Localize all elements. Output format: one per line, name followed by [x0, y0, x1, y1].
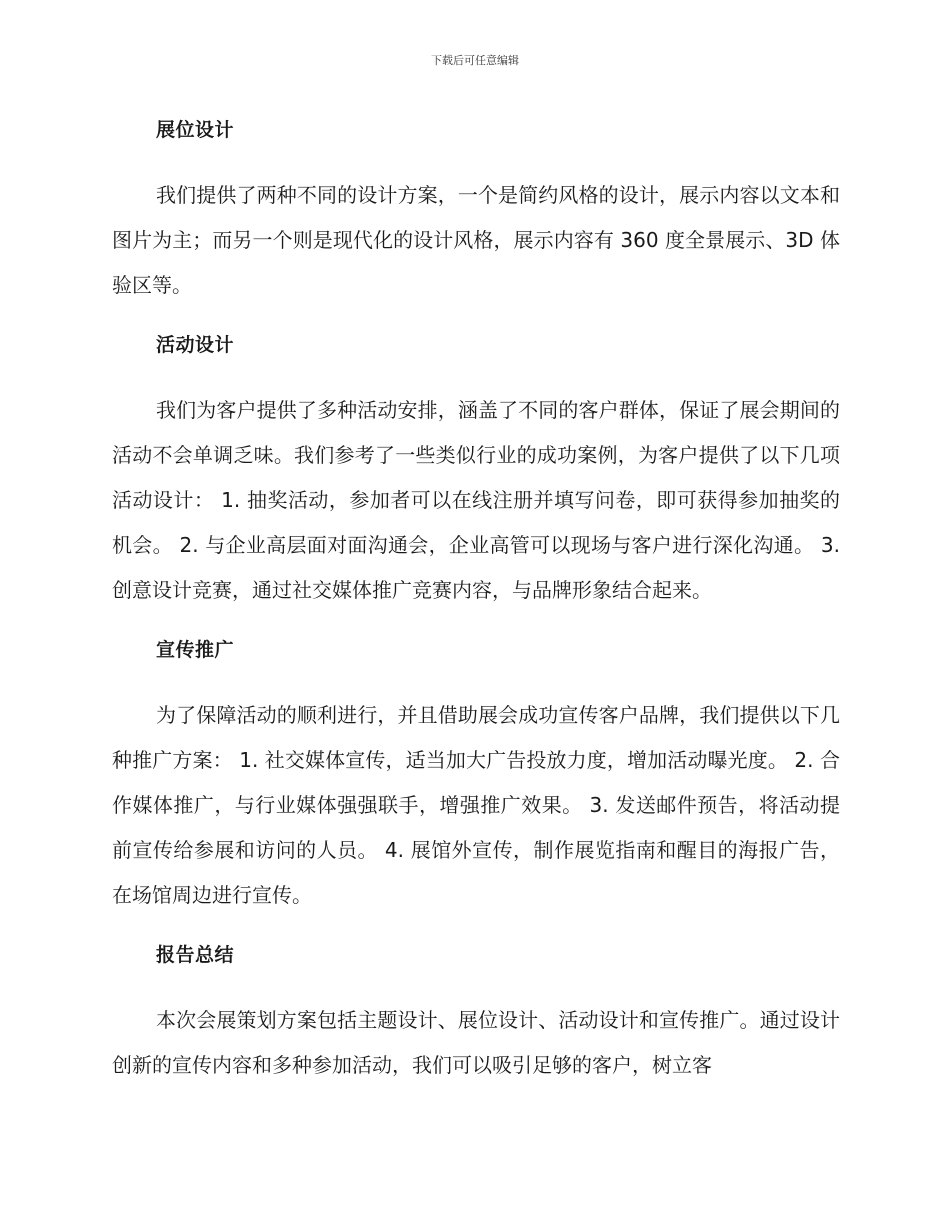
section-heading-booth-design: 展位设计 — [156, 119, 235, 141]
document-body — [112, 110, 840, 1088]
section-paragraph-activity-design: 我们为客户提供了多种活动安排，涵盖了不同的客户群体，保证了展会期间的活动不会单调乏味。我们参考了一些类似行业的成功案例，为客户提供了以下几项活动设计： 1. 抽奖活动，参加者可以在线注册并填写问卷，即可获得参加抽奖的机会。 2. 与企业高层面对面沟通会，企业高管可以现场与客户进行深化沟通。 3. 创意设计竞赛，通过社交媒体推广竞赛内容，与品牌形象结合起来。 — [112, 398, 840, 602]
section-heading-activity-design: 活动设计 — [156, 334, 235, 356]
section-paragraph-report-summary: 本次会展策划方案包括主题设计、展位设计、活动设计和宣传推广。通过设计创新的宣传内容和多种参加活动，我们可以吸引足够的客户，树立客 — [112, 1008, 840, 1077]
section-paragraph-booth-design: 我们提供了两种不同的设计方案，一个是简约风格的设计，展示内容以文本和图片为主；而另一个则是现代化的设计风格，展示内容有 360 度全景展示、3D 体验区等。 — [112, 183, 840, 297]
section-paragraph-promotion: 为了保障活动的顺利进行，并且借助展会成功宣传客户品牌，我们提供以下几种推广方案： 1. 社交媒体宣传，适当加大广告投放力度，增加活动曝光度。 2. 合作媒体推广，与行业媒体强强联手，增强推广效果。 3. 发送邮件预告，将活动提前宣传给参展和访问的人员。 4. 展馆外宣传，制作展览指南和醒目的海报广告，在场馆周边进行宣传。 — [112, 703, 840, 907]
section-heading-report-summary: 报告总结 — [156, 944, 235, 966]
section-heading-promotion: 宣传推广 — [156, 639, 235, 661]
page-header: 下载后可任意编辑 — [431, 54, 519, 67]
